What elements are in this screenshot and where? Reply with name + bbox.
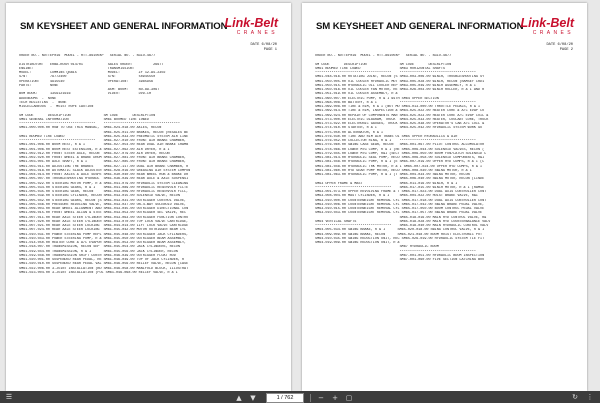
- prev-page-icon[interactable]: ▲: [236, 394, 242, 402]
- rotate-icon[interactable]: ↻: [572, 393, 578, 401]
- text-line: SM61-051-019.00 OIL COOLER ASSEMBLY, R &: [315, 92, 398, 97]
- text-line: SM61-002-012.00 FRONT STEER AXLE, RECON SM61-027-079.00 AIR DRYER, RECON: [19, 151, 170, 156]
- text-line: SM61-002-020.00 FRONT WHEEL & BRAKE DRUM SM61-027-081.00 FRONT AIR BRAKE CHAMBER,: [19, 156, 187, 160]
- toolbar-left-group: [0, 391, 70, 403]
- page-number-input[interactable]: 1 / 762: [266, 393, 304, 403]
- text-line: SM61-081-048.00 HYDRAULIC TRK MOTOR, R & I SM65-007-024.00 UPPER HYD COMPS, R & I: [315, 164, 483, 169]
- text-line: SM61-020-010.00 SUSPENDED REAR PEDAL VAL SM61-046-056.00 RELIEF VALVE, RECON (CASE: [19, 262, 189, 267]
- text-line: SM61-003-001.00 AXLE SHAFT, R & I SM61-027-085.00 FRONT AIR BRAKE CHAMBER,: [19, 160, 187, 165]
- text-line: SM65-006-040.00 SWING MOTOR, RECON (LINDE: [315, 177, 485, 182]
- page-header: [316, 13, 574, 47]
- sidebar-icon[interactable]: ☰: [5, 393, 13, 401]
- text-line: SM61-005-035.00 STEERING GEAR, RECON SM61-043-009.00 HYDRAULIC RESERVOIR FILL,: [19, 190, 189, 194]
- text-line: SM61-006-003.00 REAR WHEEL ALIGNMENT AND SM61-043-045.00 OUTRIGGER DIRECTIONAL CON: [19, 207, 189, 211]
- text-line: SM61-005-007.00 TROUBLESHOOTING HYDRAUL SM61-036-039.00 REAR AXLE & AXLE SUSPENSI: [19, 177, 189, 182]
- toolbar-center-group: [230, 392, 370, 402]
- text-line: SM67-001-051.00 HYDRAULIC BOOM INSPECTION: [315, 253, 485, 258]
- text-line: SM61-069-008.00 TIRE & RIM, R & I (NOT MO SM64-013-000.00 THROTTLE PEDALS, R & I: [315, 105, 481, 109]
- text-line: SM61-081-048.00 HYDRAULIC PUMP, R & I (E SM65-007-019.00 UPPER HYD COMPS, R & I (C: [315, 160, 485, 165]
- text-line: SM67 HYDRAULIC BOOM: [315, 245, 439, 250]
- text-line: SM61-073-022.00 ELECTRONIC GAUGES, TRUCK SM64-025-038.00 OPERATOR'S CAB A/C COIL &: [315, 122, 485, 126]
- more-icon[interactable]: ⋮: [586, 393, 594, 401]
- text-line: SM61-005-034.00 STEERING GEARS, R & I SM61-041-089.00 HYDRAULIC RESERVOIR FILTE: [19, 185, 189, 190]
- text-line: ************************************* SM65-018-040.00 MAIN HYDRAULIC CONTROL VALV: [315, 224, 489, 228]
- page-number: PAGE 1: [263, 48, 277, 52]
- text-line: SM61-001-006.00 BOOM REST, R & I SM61-027-054.00 REAR DUAL AIR BRAKE CHAMB: [19, 143, 189, 148]
- text-line: SM64-009-009.00 SWING BRAKE, RECON SM65-021-048.00 BOOM HOIST ELECTRONIC POT: [315, 232, 483, 237]
- text-line: SM61-005-046.00 PRESSURE REDUCING VALVE, SM61-043-037.00 ON-4-WAY SOLENOID VALVE,: [19, 202, 187, 207]
- text-line: SM63-001-073.00 UPPER REVOLVING FRAME & T SM65-017-023.00 DUAL AXIS CONTROLLER CONT: [315, 190, 487, 194]
- page-header: [20, 13, 278, 47]
- text-line: *************************************: [315, 249, 476, 254]
- text-line: SM61-010-031.00 POWER STEERING PUMP REPL SM61-045-048.00 OUTRIGGER JACK CYLINDERS,: [19, 232, 189, 237]
- text-line: SM61-075-050.00 ALTERNATOR, R & I: [315, 130, 384, 135]
- text-line: SM65-018-016.00 MAIN HYD CONTROL VALVE, R&: [315, 215, 487, 220]
- text-line: DISTRIBUTOR: ERBA-RUSH 014701 SALES ORDER: 26677: [19, 62, 164, 67]
- document-page-1: [6, 3, 291, 391]
- zoom-out-icon[interactable]: −: [318, 394, 324, 402]
- text-line: SM61-050-015.00 HYDRAULIC OIL COOLER REP SM63-005-049.00 WINCH ASSEMBLY, R & I: [315, 83, 476, 88]
- text-line: SM61-000-000.00 HOW TO USE THIS MANUAL, SM61-024-018.00 AXLES, RECON: [19, 126, 162, 131]
- text-line: SM CODE DESCRIPTION SM CODE DESCRIPTION: [19, 113, 156, 118]
- text-line: TECH BULLETINS - NONE: [19, 100, 67, 105]
- text-line: SM64-005-034.00 SWING BRAKE, R & I SM65-020-018.00 SWING CONTROL VALVE, R & I: [315, 228, 485, 233]
- text-line: S/N: 79772400 S/N: 50945550: [19, 75, 156, 80]
- text-line: ENGINE: TRANSMISSION:: [19, 66, 135, 71]
- text-line: SM61-007-021.00 REAR AXLE STEER LOCKING SM61-044-014.00 LIFT LOCK VALVE CARTRIDGE: [19, 224, 189, 228]
- text-line: SM61-023-004.00 3-JOINT INSTALLATION (FUL SM61-046-068.00 RELIEF VALVE, R & I: [19, 270, 178, 275]
- text-line: SM CODE DESCRIPTION SM CODE DESCRIPTION: [315, 62, 452, 67]
- document-title: SM KEYSHEET AND GENERAL INFORMATION: [316, 21, 524, 32]
- text-line: OPERATION: 4915540 OPERATION: 4985956: [19, 79, 154, 84]
- text-line: ADDENDUMS - NONE: [19, 96, 57, 101]
- text-line: ************************************* SM65-017-015.00 WINCH MOTOR, R & I (RAMSE: [315, 185, 485, 190]
- text-line: AXM: BOOM: NO-89-3067: [19, 88, 160, 92]
- text-line: SM61-074-010.00 STARTER, R & I SM64-025-042.00 HYDRAULIC SYSTEM WORK GU: [315, 126, 483, 131]
- text-line: SM61-003-018.00 AUTOMATIC SLACK ADJUSTER SM61-028-016.00 GREASING AIR SYSTEM COMPON: [19, 168, 191, 173]
- text-line: SM61-025-011.00 BRAKES, RECON (RESALES BE: [19, 130, 189, 135]
- page-text-body: [315, 54, 577, 262]
- pdf-viewer-toolbar: [0, 391, 600, 403]
- page-meta: [250, 43, 277, 53]
- document-page-2: [302, 3, 587, 391]
- page-number: PAGE 2: [559, 48, 573, 52]
- document-title: SM KEYSHEET AND GENERAL INFORMATION: [20, 21, 228, 32]
- text-line: SM61-001-006.00 BOOM REST EXTENSION, R & SM61-027-062.00 AIR DRYER, R & I: [19, 147, 170, 152]
- zoom-in-icon[interactable]: +: [332, 394, 338, 402]
- text-line: SM61 GENERAL INFORMATION SM61 BOOMED TIRE LOWED: [19, 117, 149, 122]
- text-line: SM64-019-009.00 SWING REDUCTION UNIT, R &: [315, 241, 400, 245]
- text-line: SM61-076-030.00 TIRE AND RIM AIR TRANS OI SM65 UPPER HYDRAULICS & AIR: [315, 134, 458, 139]
- text-line: ************************************* *************************************: [315, 71, 476, 75]
- text-line: SM63-010-000.00 COUNTERWEIGHT REMOVAL CYL SM65-017-018.00 DUAL AXIS CONTROLLER CONT: [315, 198, 487, 203]
- text-line: SM61-060-007.00 ELECTRIC PUMP, R & I WITH SM64 UPPER SECTION: [315, 96, 439, 101]
- text-line: SM61-081-014.00 HYDRAULIC SEAL PUMP, RECO SM65-006-058.00 SOLENOID COMPONENTS, R&I: [315, 156, 485, 160]
- text-line: SM61-014-050.00 HEATER CORE & A/C EVAPOR SM61-045-053.00 OUTRIGGER BEAM ASSEMBLY,: [19, 241, 187, 245]
- text-line: SM61-050-005.00 OIL COOLER HYDRAULIC MOT SM63-005-028.00 WINCH, RECON (RAMSEY CRD1: [315, 79, 485, 84]
- text-line: SM61-020-001.00 SUSPENDED REAR PEDAL, RE SM61-046-049.00 TOP OF JACK CYLINDER, R: [19, 258, 185, 262]
- page-text-body: [19, 54, 281, 275]
- toolbar-divider: [310, 394, 311, 402]
- text-line: SM61-068-008.00 BATTERY, R & I *************************************: [315, 100, 476, 105]
- text-line: SM61-048-016.00 ROTATING JOINT, RECON (5 SM63-003-006.00 WINCH, TROUBLESHOOTING SY: [315, 75, 485, 80]
- page-date: DATE 6/08/20: [250, 43, 277, 47]
- text-line: ************************************* *************************************: [19, 122, 180, 126]
- text-line: SM61-007-024.00 REAR AXLE STEER LOCKING SM61-045-042.00 MOTOR OUTRIGGER BEAM CYL: [19, 228, 187, 233]
- text-line: SM61 BOOMED TIRE LOWED SM61-025-033.00 PNEUMATIC SYSTEM AIR LINE: [19, 134, 189, 139]
- text-line: SM61-004-014.00 FRONT AXLES & AXLE SUSPE SM61-030-040.00 REAR WHEEL HUB & BRAKE DR: [19, 173, 189, 177]
- text-line: SM61-005-022.00 STEERING MOTOR PUMP, R & SM61-041-079.00 HYDRAULIC SYSTEM CLEANING: [19, 181, 189, 186]
- text-line: SM61-050-016.00 OIL COOLER FAN MOTOR, RE SM63-026-003.00 WINCH ROLLER, R & I AND R: [315, 88, 485, 92]
- text-line: SM61-076-052.00 COLLECTOR RING, R & I *************************************: [315, 139, 476, 143]
- text-line: SM61-005-039.00 STEERING CYLINDER, RECON SM61-043-015.00 SOLENOID VALVE, RECON: [19, 194, 180, 199]
- text-line: SM61-069-014.00 TIRE & RIM, INSPECTION & SM64-025-022.00 HEATER CORE & A/C EVAP CO: [315, 109, 485, 114]
- text-line: SM61-019-044.00 TRANSMISSION, R & I SM61-045-056.00 JACK CYLINDER, RECON: [19, 249, 178, 254]
- text-line: SM61-081-063.00 HYDRAULIC PUMP, R & I (T SM65-004-034.00 SWING MOTOR, RECON: [315, 173, 470, 177]
- text-line: SM64 VERTICAL SHAFTS SM65-018-028.00 MAIN HYD COUNTERBALANCE VALV: [315, 219, 491, 224]
- text-line: SM61-073-000.00 ELECTRIC DIAGRAM, TRUCK SM64-025-033.00 HEATER, COOLANT CORE, TRUCK: [315, 117, 489, 122]
- link-belt-logo: Link-Belt CRANES: [520, 16, 574, 36]
- text-line: SM64-010-035.00 SWING REDUCTION UNIT, REC SM65-026-019.00 HYDRAULIC SYSTEM TIE FIT: [315, 236, 485, 241]
- text-line: SM61-010-043.00 POWER STEERING PUMP, R & SM61-045-050.00 OUTRIGGER BEAM ASSEMBLY,: [19, 236, 187, 241]
- text-line: SM63-010-015.00 COUNTERWEIGHT REMOVAL CYL SM65-017-050.00 BOOM CONTROL PEDAL VALVE: [315, 207, 485, 211]
- text-line: SM61-022-006.00 3-JOINT INSTALLATION (BO SM61-046-058.00 MANIFOLD BLOCK, ILLUSTRAT: [19, 266, 189, 271]
- page-date: DATE 6/08/20: [546, 43, 573, 47]
- text-line: SM61-005-042.00 STEERING GEARS, RECON (S SM61-043-031.00 OUTRIGGER CONTROL VALVE,: [19, 198, 187, 203]
- text-line: SM61-076-060.00 SWING CASE GEAR, RECON SM65-001-067.00 PILOT CONTROL ACCUMULATOR: [315, 143, 485, 148]
- text-line: ORDER NO.- NOTTEP016 MODEL - HTT-86100XP SERIAL NO. - N3LO-4677: [315, 54, 452, 58]
- text-line: SM61-019-048.00 TRANSMISSION SHIFT CONTR SM61-046-039.00 OUTRIGGER FLOAT ROD: [19, 253, 176, 258]
- text-line: PARTS: NONE: [19, 83, 59, 88]
- text-line: SM61-069-024.00 REPAIR OF COMPONENTS MAR SM64-025-023.00 HEATER CORE A/C EVAP COIL &: [315, 113, 489, 118]
- fit-page-icon[interactable]: ▢: [345, 394, 353, 402]
- text-line: SM63-010-043.00 COUNTERWEIGHT REMOVAL CYL SM65-017-057.00 SWING BRAKE PEDAL VALVE: [315, 211, 483, 216]
- link-belt-logo: Link-Belt CRANES: [224, 16, 278, 36]
- text-line: MISCELLANEOUS - MOIST ROPE CAUTION: [19, 105, 94, 109]
- text-line: SM61-079-045.00 LOWER MTG COMP, R&I (SECT SM65-006-050.00 BOOM FUN/LATCH SOLENOID C: [315, 151, 487, 156]
- text-line: SM61-018-007.00 TRANSMISSION, RECON SEP SM61-045-054.00 JACK CYLINDERS, RECON: [19, 245, 180, 250]
- text-line: SM61-078-066.00 LOWER MTG COMP, R & I (RE SM65-006-044.00 SOLENOID VALVES, RECON (: [315, 147, 485, 152]
- text-line: ORDER NO.- NOTTEP016 MODEL - HTT-86100XP SERIAL NO. - N3LO-4677: [19, 54, 156, 58]
- text-line: SM63-010-006.00 COUNTERWEIGHT REMOVAL CYL SM65-017-042.00 SWING BRAKE PEDAL VALVE,: [315, 202, 485, 207]
- text-line: SM61-007-011.00 REAR AXLE STEER CYLINDER SM61-043-063.00 OUTRIGGER FUNCTION CONTRO: [19, 215, 189, 220]
- page-meta: [546, 43, 573, 53]
- text-line: SM61-006-015.00 FRONT WHEEL ALIGN & STEE SM61-043-053.00 OUTRIGGER SEL VALVE, REC: [19, 211, 187, 216]
- text-line: SM63 UPPER FRAME & MAST SM65-011-016.00 WINCH, R & I: [315, 181, 458, 186]
- toolbar-right-group: [510, 391, 600, 403]
- text-line: SM61-007-020.00 REAR AXLE STEER CYLINDER SM61-043-070.00 TOP LOCK VALVE CARTRIDGE,: [19, 219, 189, 224]
- text-line: SM61-003-011.00 ADJUSTING THE BRAKES SM61-027-117.00 DUAL AIR BRAKE CHAMBER, R: [19, 164, 189, 169]
- text-line: MODEL: CUMMINS QSB15 MODEL: ZF 12-AS-2302: [19, 71, 166, 75]
- text-line: SM61 BOOMED TIRE LOWED SM63 HORIZONTAL SHAFTS: [315, 66, 445, 71]
- text-line: BOM BOOK: 1359121616 VIDEO: DVD-CH: [19, 92, 152, 97]
- text-line: SM63-008-004.00 MAST CYLINDER, R & I SM65-004-022.00 HOIST BRAKE VALVE, R&I: [315, 194, 478, 199]
- text-line: SM61-081-060.00 HYD GEAR PUMP MOTOR, RECO SM65-008-030.00 SWING MOTOR, R & I: [315, 168, 472, 173]
- text-line: SM67-001-060.00 FIVE SECTION LATCHING BOO: [315, 258, 485, 262]
- next-page-icon[interactable]: ▼: [250, 394, 256, 402]
- text-line: ************************************* SM61-027-010.00 FRONT AIR BRAKE CHAMBER,: [19, 139, 187, 143]
